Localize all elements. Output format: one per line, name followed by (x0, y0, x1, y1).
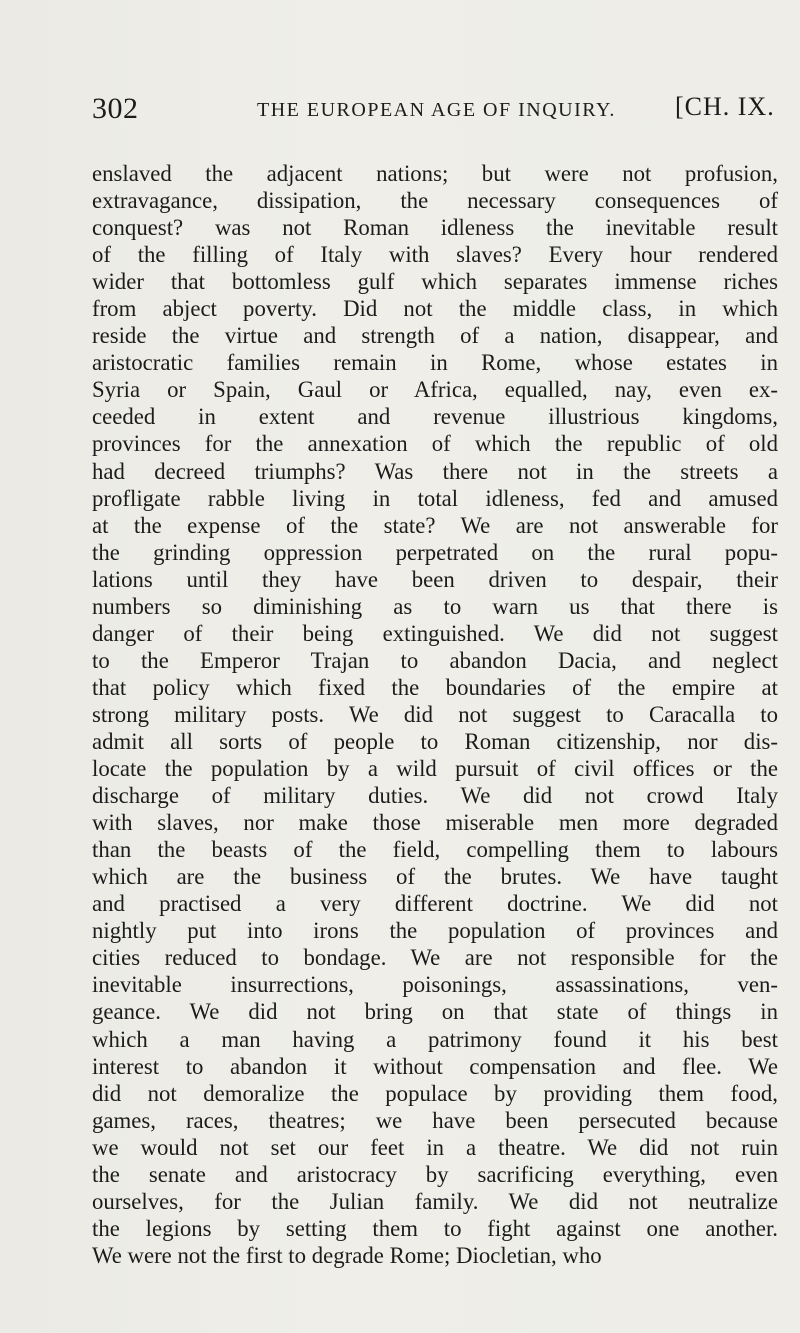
text-line: provinces for the annexation of which the republic of old (92, 431, 778, 457)
text-line: from abject poverty. Did not the middle class, in which (92, 296, 778, 322)
text-line: locate the population by a wild pursuit of civil offices or the (92, 756, 778, 782)
page-header (92, 92, 782, 132)
body-paragraph (92, 160, 778, 1269)
text-line: had decreed triumphs? Was there not in the streets a (92, 458, 778, 484)
text-line: Syria or Spain, Gaul or Africa, equalled, nay, even ex- (92, 377, 778, 403)
text-line: aristocratic families remain in Rome, whose estates in (92, 350, 778, 376)
text-line: we would not set our feet in a theatre. We did not ruin (92, 1134, 778, 1160)
text-line: ourselves, for the Julian family. We did not neutralize (92, 1188, 778, 1214)
text-line: danger of their being extinguished. We did not suggest (92, 620, 778, 646)
text-line: which are the business of the brutes. We have taught (92, 864, 778, 890)
text-line: nightly put into irons the population of provinces and (92, 918, 778, 944)
text-line: games, races, theatres; we have been persecuted because (92, 1107, 778, 1133)
text-line: admit all sorts of people to Roman citizenship, nor dis- (92, 728, 778, 754)
text-line: of the filling of Italy with slaves? Every hour rendered (92, 242, 778, 268)
text-line: at the expense of the state? We are not answerable for (92, 512, 778, 538)
text-line: that policy which fixed the boundaries of the empire at (92, 674, 778, 700)
text-line: cities reduced to bondage. We are not responsible for the (92, 945, 778, 971)
text-line: strong military posts. We did not suggest to Caracalla to (92, 701, 778, 727)
text-line: reside the virtue and strength of a nation, disappear, and (92, 323, 778, 349)
text-line: than the beasts of the field, compelling them to labours (92, 837, 778, 863)
text-line: and practised a very different doctrine. We did not (92, 891, 778, 917)
running-head: THE EUROPEAN AGE OF INQUIRY. (257, 99, 616, 121)
text-line: wider that bottomless gulf which separates immense riches (92, 269, 778, 295)
text-line: inevitable insurrections, poisonings, assassinations, ven- (92, 972, 778, 998)
page-number: 302 (92, 92, 139, 125)
text-line: did not demoralize the populace by providing them food, (92, 1080, 778, 1106)
chapter-label: [CH. IX. (675, 92, 775, 121)
text-line: to the Emperor Trajan to abandon Dacia, and neglect (92, 647, 778, 673)
text-line: profligate rabble living in total idleness, fed and amused (92, 485, 778, 511)
text-line: the legions by setting them to fight against one another. (92, 1215, 778, 1241)
text-line: interest to abandon it without compensation and flee. We (92, 1053, 778, 1079)
text-line: extravagance, dissipation, the necessary consequences of (92, 188, 778, 214)
text-line: ceeded in extent and revenue illustrious kingdoms, (92, 404, 778, 430)
text-line: with slaves, nor make those miserable men more degraded (92, 810, 778, 836)
text-line: the grinding oppression perpetrated on the rural popu- (92, 539, 778, 565)
text-line: geance. We did not bring on that state of things in (92, 999, 778, 1025)
text-line: which a man having a patrimony found it his best (92, 1026, 778, 1052)
text-line: discharge of military duties. We did not crowd Italy (92, 783, 778, 809)
text-line: numbers so diminishing as to warn us that there is (92, 593, 778, 619)
text-line: the senate and aristocracy by sacrificing everything, even (92, 1161, 778, 1187)
text-line: lations until they have been driven to despair, their (92, 566, 778, 592)
text-line: We were not the first to degrade Rome; Diocletian, who (92, 1242, 602, 1268)
text-line: conquest? was not Roman idleness the inevitable result (92, 215, 778, 241)
text-line: enslaved the adjacent nations; but were not profusion, (92, 161, 778, 186)
